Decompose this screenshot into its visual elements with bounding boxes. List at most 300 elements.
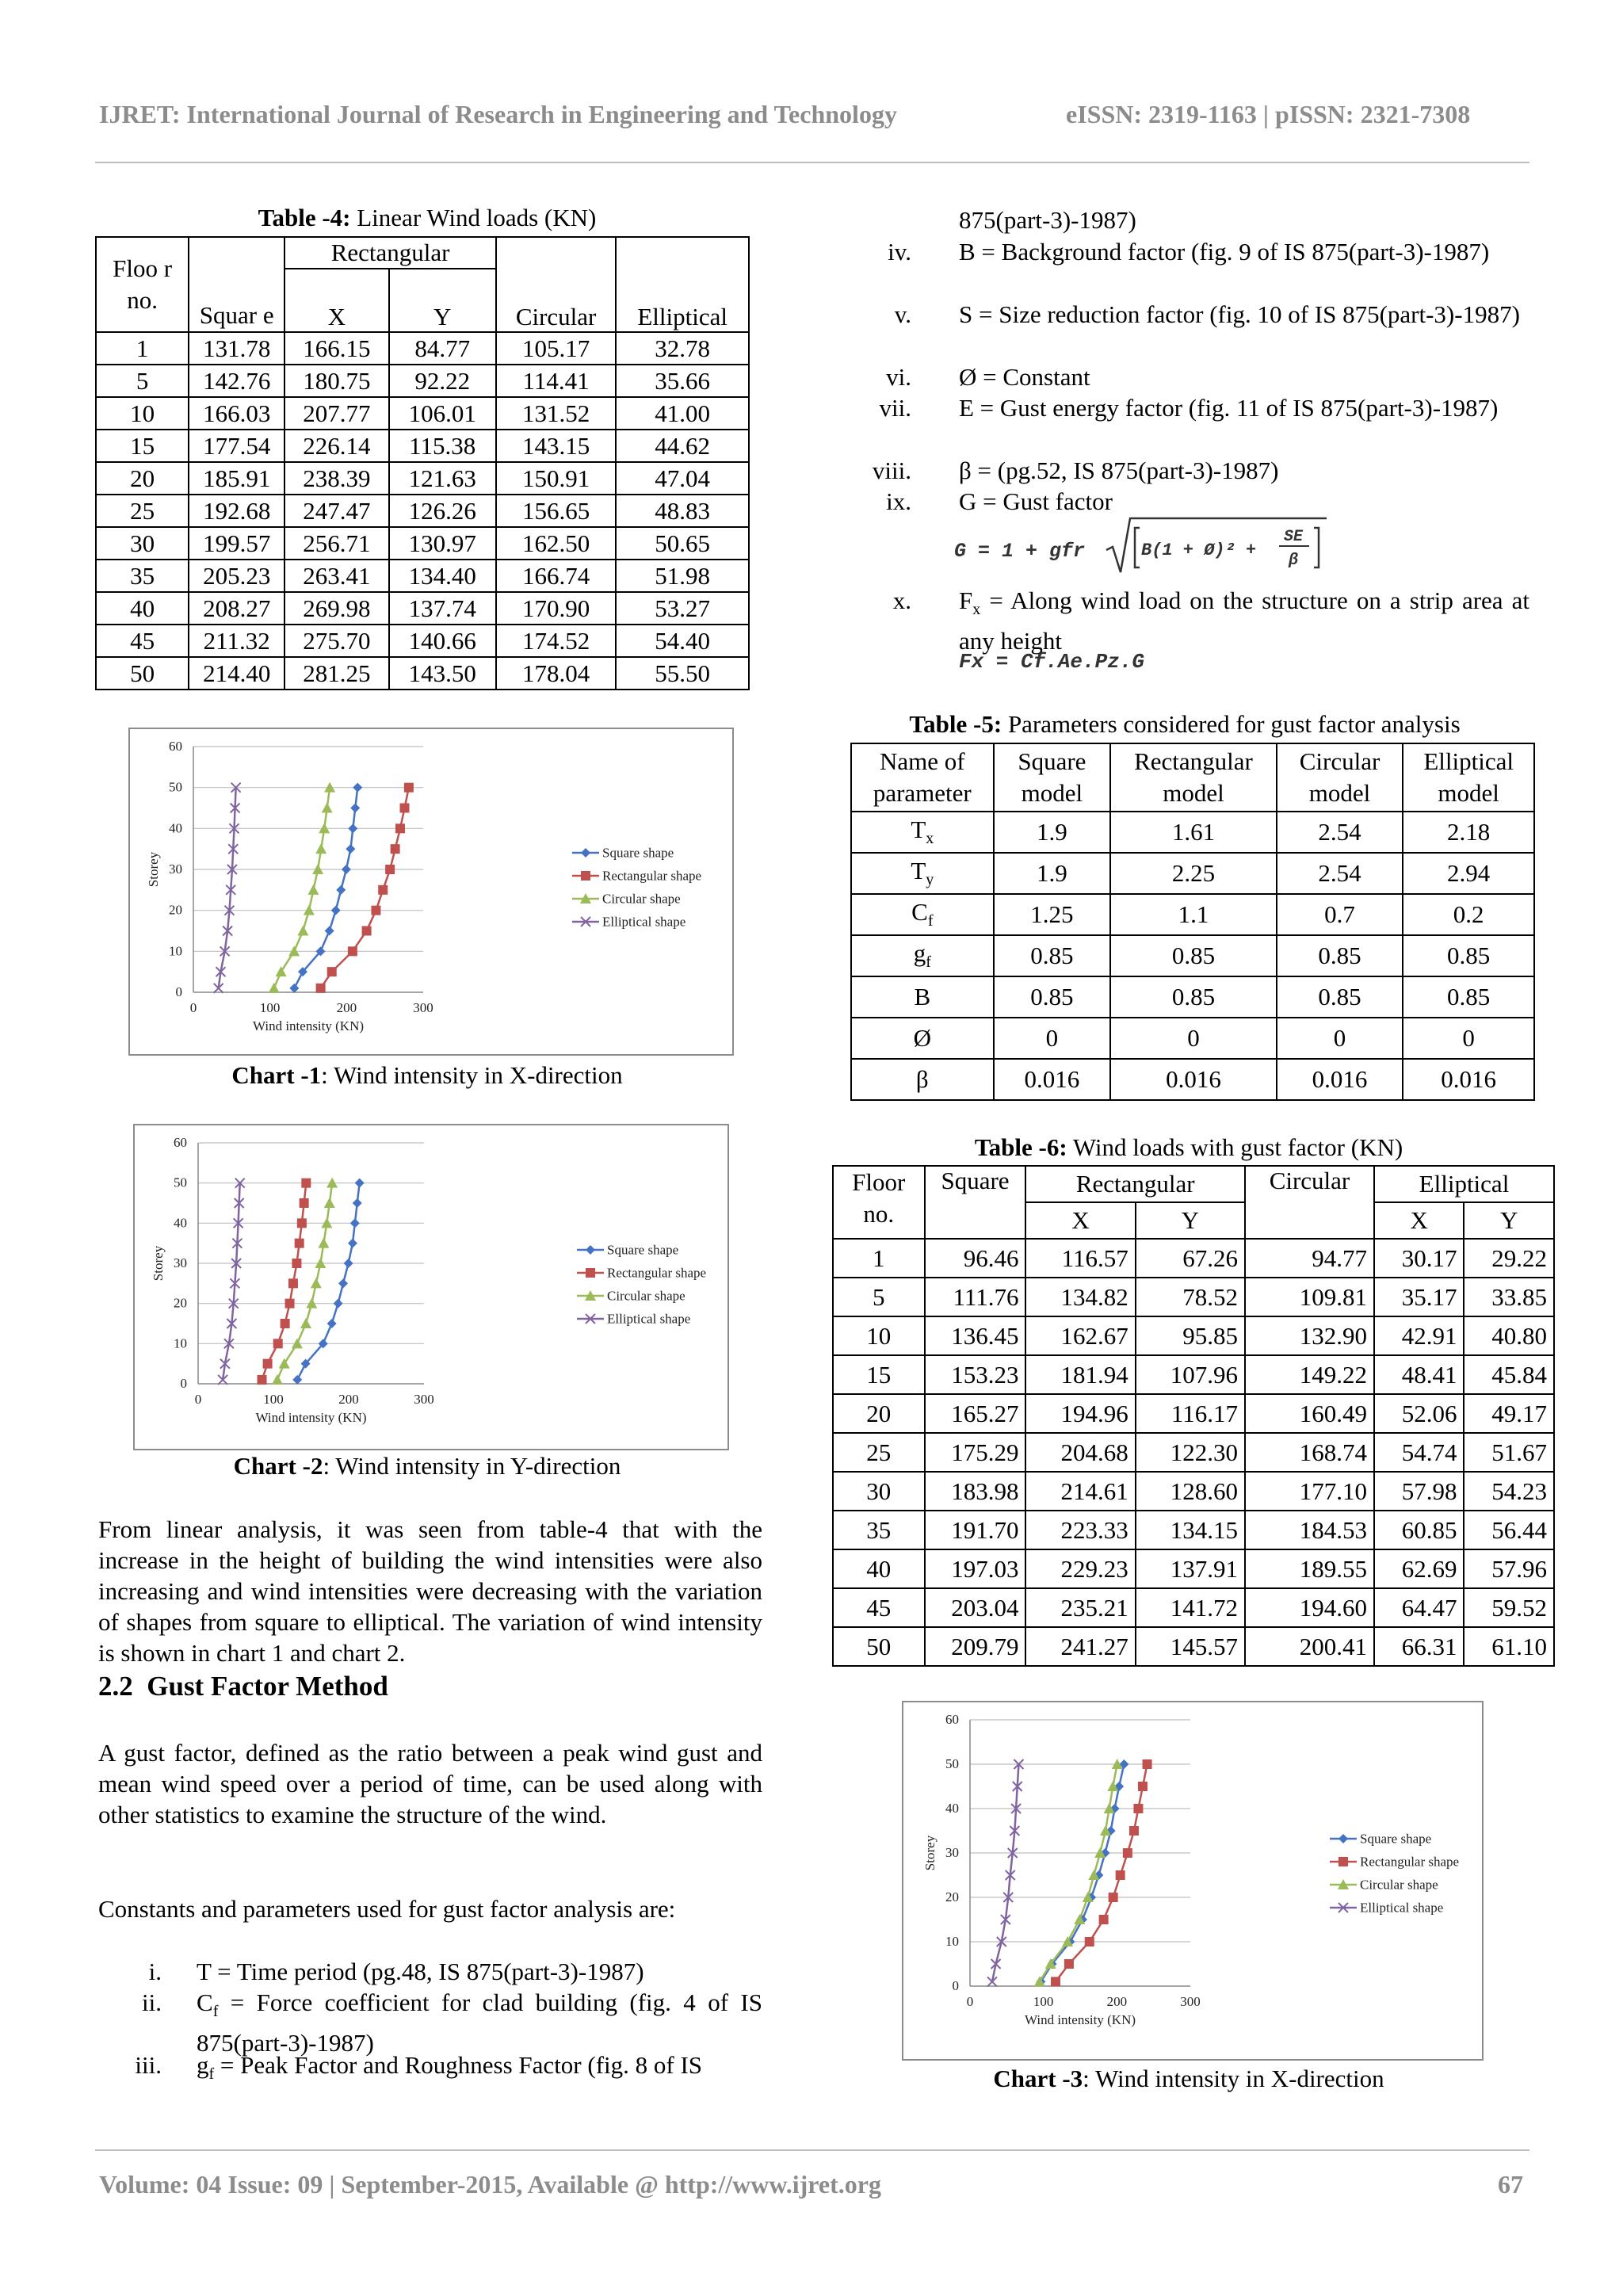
- series-elliptical-shape: [218, 1179, 245, 1385]
- table6-floor-cell: 35: [833, 1511, 925, 1549]
- data-point: [350, 1218, 360, 1228]
- section-heading: 2.2 Gust Factor Method: [98, 1671, 388, 1702]
- table6-value-cell: 29.22: [1464, 1239, 1554, 1278]
- journal-title: IJRET: International Journal of Research in Engineering and Technology: [99, 100, 897, 128]
- table4-row: [96, 560, 749, 592]
- table5-value-cell: 1.61: [1110, 812, 1277, 853]
- table4-value-cell: 32.78: [616, 332, 749, 365]
- table5-value-cell: 0.85: [1110, 976, 1277, 1018]
- table5-value-cell: 0.85: [994, 976, 1111, 1018]
- x-tick-label: 200: [336, 1000, 357, 1015]
- table4-row: [96, 592, 749, 625]
- y-tick-label: 60: [169, 739, 182, 754]
- table6-value-cell: 149.22: [1245, 1355, 1374, 1394]
- table6-floor-cell: 30: [833, 1472, 925, 1511]
- data-point: [353, 1198, 362, 1208]
- y-tick-label: 30: [945, 1845, 959, 1860]
- table4-floor-cell: 45: [96, 625, 189, 657]
- legend-label: Circular shape: [607, 1288, 685, 1304]
- x-axis-label: Wind intensity (KN): [1024, 2012, 1136, 2027]
- table5-value-cell: 0.016: [1277, 1059, 1403, 1100]
- table4-floor-cell: 5: [96, 365, 189, 397]
- table5-value-cell: 1.1: [1110, 894, 1277, 935]
- data-point: [315, 843, 327, 854]
- table6-value-cell: 61.10: [1464, 1627, 1554, 1666]
- legend-label: Rectangular shape: [602, 868, 702, 884]
- data-point: [263, 1359, 273, 1369]
- table4-value-cell: 226.14: [285, 430, 388, 462]
- table6-value-cell: 96.46: [925, 1239, 1026, 1278]
- table6-value-cell: 209.79: [925, 1627, 1026, 1666]
- table5-value-cell: 1.9: [994, 853, 1111, 894]
- y-tick-label: 40: [169, 820, 182, 836]
- data-point: [322, 803, 333, 813]
- table4-row: [96, 462, 749, 495]
- legend-item: [1330, 1878, 1438, 1893]
- table5-param-cell: Ø: [851, 1018, 994, 1059]
- table6-value-cell: 189.55: [1245, 1549, 1374, 1588]
- table6-value-cell: 35.17: [1374, 1278, 1464, 1316]
- data-point: [301, 1179, 311, 1188]
- table4-row: [96, 397, 749, 430]
- data-point: [1129, 1826, 1139, 1836]
- table4-header-square: Squar e: [189, 237, 285, 332]
- data-point: [378, 885, 388, 895]
- table5-value-cell: 0.016: [1110, 1059, 1277, 1100]
- x-tick-label: 0: [194, 1392, 202, 1407]
- table4-value-cell: 131.52: [496, 397, 616, 430]
- table4-value-cell: 48.83: [616, 495, 749, 527]
- table5-value-cell: 1.9: [994, 812, 1111, 853]
- data-point: [348, 946, 357, 956]
- y-tick-label: 50: [174, 1175, 187, 1190]
- table5-value-cell: 0.85: [1277, 976, 1403, 1018]
- table6-value-cell: 162.67: [1025, 1316, 1135, 1355]
- table6-value-cell: 134.82: [1025, 1278, 1135, 1316]
- series-line: [262, 1183, 307, 1380]
- table6-value-cell: 223.33: [1025, 1511, 1135, 1549]
- data-point: [1099, 1915, 1109, 1924]
- legend-marker: [1338, 1857, 1348, 1866]
- table6-value-cell: 107.96: [1136, 1355, 1245, 1394]
- data-point: [311, 1278, 322, 1288]
- table4-value-cell: 134.40: [389, 560, 496, 592]
- table6-row: [833, 1355, 1554, 1394]
- table6-header-floor: Floor no.: [833, 1166, 925, 1239]
- data-point: [336, 885, 346, 895]
- x-axis-label: Wind intensity (KN): [252, 1018, 365, 1033]
- constants-intro: Constants and parameters used for gust factor analysis are:: [98, 1895, 676, 1923]
- table4-value-cell: 35.66: [616, 365, 749, 397]
- table5-param-cell: B: [851, 976, 994, 1018]
- series-line: [321, 788, 409, 988]
- table4-row: [96, 430, 749, 462]
- table6-header-elliptical: Elliptical: [1374, 1166, 1554, 1202]
- table5-header-elliptical: Elliptical model: [1403, 743, 1534, 812]
- table5-value-cell: 0.2: [1403, 894, 1534, 935]
- table5-param-cell: $C_f$: [851, 894, 994, 935]
- table6-value-cell: 136.45: [925, 1316, 1026, 1355]
- y-tick-label: 50: [945, 1756, 959, 1771]
- x-tick-label: 300: [413, 1000, 433, 1015]
- table6-value-cell: 122.30: [1136, 1433, 1245, 1472]
- data-point: [385, 865, 395, 874]
- table6-value-cell: 141.72: [1136, 1588, 1245, 1627]
- series-line: [992, 1764, 1018, 1981]
- table5-value-cell: 0: [994, 1018, 1111, 1059]
- data-point: [404, 783, 414, 793]
- table4-value-cell: 47.04: [616, 462, 749, 495]
- x-tick-label: 0: [189, 1000, 197, 1015]
- table6-value-cell: 194.60: [1245, 1588, 1374, 1627]
- table4-value-cell: 41.00: [616, 397, 749, 430]
- table6-header-rectangular: Rectangular: [1025, 1166, 1245, 1202]
- formula-bracket-left-icon: [1135, 528, 1140, 567]
- table5-header-circular: Circular model: [1277, 743, 1403, 812]
- table4-header-circular: Circular: [496, 237, 616, 332]
- table4-value-cell: 180.75: [285, 365, 388, 397]
- data-point: [295, 1239, 304, 1248]
- series-elliptical-shape: [987, 1759, 1023, 1986]
- table5-param-cell: $T_x$: [851, 812, 994, 853]
- table4-value-cell: 192.68: [189, 495, 285, 527]
- data-point: [348, 823, 357, 833]
- table6-value-cell: 132.90: [1245, 1316, 1374, 1355]
- table4-floor-cell: 10: [96, 397, 189, 430]
- data-point: [338, 1278, 348, 1288]
- table6-value-cell: 137.91: [1136, 1549, 1245, 1588]
- y-tick-label: 20: [945, 1889, 959, 1904]
- table4-row: [96, 365, 749, 397]
- legend-item: [577, 1243, 678, 1258]
- table5-row: [851, 976, 1534, 1018]
- table6-value-cell: 109.81: [1245, 1278, 1374, 1316]
- data-point: [331, 906, 341, 915]
- data-point: [300, 1318, 311, 1328]
- table6-header-rect-x: X: [1025, 1202, 1135, 1239]
- table6-value-cell: 160.49: [1245, 1394, 1374, 1433]
- data-point: [276, 966, 287, 976]
- table4-value-cell: 105.17: [496, 332, 616, 365]
- table4-header-rectangular: Rectangular: [285, 237, 496, 269]
- chart2-caption: Chart -2: Wind intensity in Y-direction: [233, 1452, 621, 1480]
- table6-value-cell: 48.41: [1374, 1355, 1464, 1394]
- data-point: [288, 1278, 298, 1288]
- legend-label: Elliptical shape: [602, 914, 686, 930]
- table4-value-cell: 263.41: [285, 560, 388, 592]
- table4-value-cell: 247.47: [285, 495, 388, 527]
- legend-label: Square shape: [602, 845, 674, 861]
- table6-row: [833, 1239, 1554, 1278]
- series-circular-shape: [1034, 1759, 1123, 1986]
- table6-value-cell: 95.85: [1136, 1316, 1245, 1355]
- table4-header-floor: Floo r no.: [96, 237, 189, 332]
- x-tick-label: 100: [1033, 1994, 1054, 2009]
- legend-item: [1330, 1832, 1431, 1847]
- data-point: [1109, 1893, 1118, 1902]
- table6-value-cell: 78.52: [1136, 1278, 1245, 1316]
- table6-value-cell: 54.74: [1374, 1433, 1464, 1472]
- data-point: [395, 823, 405, 833]
- table6-value-cell: 165.27: [925, 1394, 1026, 1433]
- legend-marker: [1338, 1834, 1348, 1843]
- table5-value-cell: 0.7: [1277, 894, 1403, 935]
- table4-value-cell: 166.15: [285, 332, 388, 365]
- chart3: [903, 1702, 1482, 2059]
- table4-value-cell: 140.66: [389, 625, 496, 657]
- table4-value-cell: 185.91: [189, 462, 285, 495]
- table5-param-cell: $T_y$: [851, 853, 994, 894]
- y-tick-label: 10: [945, 1934, 959, 1949]
- table5-value-cell: 0.016: [1403, 1059, 1534, 1100]
- table6-floor-cell: 1: [833, 1239, 925, 1278]
- y-tick-label: 10: [174, 1335, 187, 1351]
- gust-factor-paragraph: A gust factor, defined as the ratio between a peak wind gust and mean wind speed over a period of time, can be used along with other statistics to examine the structure of the wind.: [98, 1739, 762, 1828]
- table4-value-cell: 208.27: [189, 592, 285, 625]
- data-point: [1143, 1759, 1152, 1769]
- series-square-shape: [1036, 1759, 1128, 1986]
- table6-value-cell: 52.06: [1374, 1394, 1464, 1433]
- table5-value-cell: 1.25: [994, 894, 1111, 935]
- series-line: [1056, 1764, 1148, 1981]
- data-point: [327, 967, 337, 976]
- data-point: [297, 926, 308, 936]
- table5-value-cell: 0.016: [994, 1059, 1111, 1100]
- data-point: [1051, 1977, 1060, 1986]
- gust-factor-formula: [951, 515, 1331, 579]
- data-point: [350, 804, 360, 813]
- formula-numerator: SE: [1283, 528, 1304, 546]
- table4-value-cell: 238.39: [285, 462, 388, 495]
- formula-lhs: G = 1 + gfr: [954, 540, 1086, 563]
- data-point: [269, 983, 280, 993]
- table6-value-cell: 49.17: [1464, 1394, 1554, 1433]
- legend-label: Circular shape: [1360, 1877, 1438, 1893]
- table6-value-cell: 191.70: [925, 1511, 1026, 1549]
- table5-value-cell: 0.85: [994, 935, 1111, 976]
- table4-value-cell: 256.71: [285, 527, 388, 560]
- legend-item: [1330, 1855, 1459, 1870]
- y-tick-label: 0: [952, 1978, 959, 1993]
- data-point: [292, 1375, 302, 1385]
- table4-value-cell: 199.57: [189, 527, 285, 560]
- y-tick-label: 0: [180, 1376, 187, 1391]
- table6-value-cell: 235.21: [1025, 1588, 1135, 1627]
- table5-header-rectangular: Rectangular model: [1110, 743, 1277, 812]
- data-point: [325, 926, 334, 936]
- table4-value-cell: 51.98: [616, 560, 749, 592]
- issn: eISSN: 2319-1163 | pISSN: 2321-7308: [1066, 100, 1471, 128]
- y-tick-label: 20: [169, 902, 182, 918]
- table5-value-cell: 2.54: [1277, 853, 1403, 894]
- y-tick-label: 30: [174, 1255, 187, 1270]
- table6-value-cell: 177.10: [1245, 1472, 1374, 1511]
- table6-value-cell: 168.74: [1245, 1433, 1374, 1472]
- table4-value-cell: 55.50: [616, 657, 749, 690]
- table5-header-square: Square model: [994, 743, 1111, 812]
- table4-value-cell: 115.38: [389, 430, 496, 462]
- series-elliptical-shape: [214, 783, 241, 993]
- table4-value-cell: 54.40: [616, 625, 749, 657]
- y-tick-label: 40: [174, 1215, 187, 1231]
- table6-value-cell: 241.27: [1025, 1627, 1135, 1666]
- table6-value-cell: 200.41: [1245, 1627, 1374, 1666]
- table6-header-ell-y: Y: [1464, 1202, 1554, 1239]
- table6-value-cell: 116.57: [1025, 1239, 1135, 1278]
- table6-value-cell: 203.04: [925, 1588, 1026, 1627]
- table4-value-cell: 166.74: [496, 560, 616, 592]
- y-tick-label: 50: [169, 779, 182, 795]
- series-line: [1040, 1764, 1117, 1981]
- table6-value-cell: 204.68: [1025, 1433, 1135, 1472]
- table6-value-cell: 30.17: [1374, 1239, 1464, 1278]
- legend-item: [577, 1312, 690, 1327]
- data-point: [285, 1299, 295, 1308]
- table4-row: [96, 625, 749, 657]
- table4-floor-cell: 30: [96, 527, 189, 560]
- x-axis-label: Wind intensity (KN): [255, 1410, 367, 1425]
- series-rectangular-shape: [258, 1179, 311, 1385]
- table6-value-cell: 67.26: [1136, 1239, 1245, 1278]
- table6-value-cell: 56.44: [1464, 1511, 1554, 1549]
- chart3-frame: [902, 1701, 1484, 2061]
- legend-label: Circular shape: [602, 891, 681, 907]
- data-point: [327, 1319, 337, 1328]
- data-point: [324, 1198, 335, 1208]
- chart1: [130, 729, 732, 1054]
- table6-value-cell: 134.15: [1136, 1511, 1245, 1549]
- table6-floor-cell: 20: [833, 1394, 925, 1433]
- table6-value-cell: 42.91: [1374, 1316, 1464, 1355]
- header-rule: [95, 162, 1529, 163]
- data-point: [300, 1198, 309, 1208]
- table4-value-cell: 53.27: [616, 592, 749, 625]
- y-tick-label: 60: [174, 1135, 187, 1150]
- table4-floor-cell: 20: [96, 462, 189, 495]
- footer-rule: [95, 2149, 1529, 2151]
- along-wind-formula: Fx = Cf.Ae.Pz.G: [959, 650, 1145, 674]
- table6-value-cell: 40.80: [1464, 1316, 1554, 1355]
- legend-label: Rectangular shape: [1360, 1854, 1460, 1870]
- series-rectangular-shape: [316, 783, 414, 993]
- series-circular-shape: [272, 1178, 338, 1385]
- legend-label: Square shape: [607, 1242, 679, 1258]
- chart1-frame: [128, 728, 734, 1056]
- data-point: [391, 844, 400, 854]
- legend-marker: [581, 848, 590, 858]
- table4-value-cell: 178.04: [496, 657, 616, 690]
- table6-row: [833, 1627, 1554, 1666]
- table4-value-cell: 156.65: [496, 495, 616, 527]
- series-circular-shape: [269, 782, 335, 993]
- legend-label: Rectangular shape: [607, 1265, 707, 1281]
- data-point: [281, 1319, 290, 1328]
- table4-value-cell: 205.23: [189, 560, 285, 592]
- legend-marker: [586, 1268, 595, 1278]
- table4-value-cell: 214.40: [189, 657, 285, 690]
- table4-caption: Table -4: Linear Wind loads (KN): [258, 204, 597, 231]
- data-point: [297, 1218, 307, 1228]
- data-point: [1064, 1959, 1074, 1969]
- page-number: 67: [1498, 2170, 1523, 2199]
- table4-floor-cell: 1: [96, 332, 189, 365]
- table6-value-cell: 184.53: [1245, 1511, 1374, 1549]
- chart1-caption: Chart -1: Wind intensity in X-direction: [231, 1061, 623, 1089]
- table6-row: [833, 1472, 1554, 1511]
- table5-value-cell: 0.85: [1403, 976, 1534, 1018]
- table4-floor-cell: 15: [96, 430, 189, 462]
- legend-item: [572, 915, 685, 930]
- x-tick-label: 300: [414, 1392, 434, 1407]
- table4-value-cell: 114.41: [496, 365, 616, 397]
- table6-floor-cell: 45: [833, 1588, 925, 1627]
- table4-row: [96, 332, 749, 365]
- data-point: [1085, 1937, 1094, 1946]
- table4-header-elliptical: Elliptical: [616, 237, 749, 332]
- data-point: [1116, 1870, 1125, 1880]
- table6: [832, 1165, 1555, 1667]
- data-point: [400, 804, 410, 813]
- table6-floor-cell: 10: [833, 1316, 925, 1355]
- legend-item: [572, 869, 701, 884]
- data-point: [334, 1299, 343, 1308]
- table6-value-cell: 153.23: [925, 1355, 1026, 1394]
- table6-value-cell: 111.76: [925, 1278, 1026, 1316]
- table4-value-cell: 166.03: [189, 397, 285, 430]
- table4-value-cell: 84.77: [389, 332, 496, 365]
- table5-row: [851, 935, 1534, 976]
- data-point: [1133, 1804, 1143, 1813]
- table4-row: [96, 657, 749, 690]
- table4-floor-cell: 35: [96, 560, 189, 592]
- table5-value-cell: 0: [1110, 1018, 1277, 1059]
- table6-row: [833, 1549, 1554, 1588]
- table5-value-cell: 0: [1403, 1018, 1534, 1059]
- data-point: [355, 1179, 365, 1188]
- legend-item: [577, 1289, 685, 1304]
- table4-floor-cell: 50: [96, 657, 189, 690]
- data-point: [344, 1259, 353, 1268]
- data-point: [316, 984, 326, 993]
- legend-label: Elliptical shape: [607, 1311, 691, 1327]
- y-axis-label: Storey: [146, 851, 161, 888]
- table6-header-square: Square: [925, 1166, 1026, 1239]
- data-point: [346, 844, 355, 854]
- table6-value-cell: 181.94: [1025, 1355, 1135, 1394]
- table4-value-cell: 137.74: [389, 592, 496, 625]
- table6-value-cell: 116.17: [1136, 1394, 1245, 1433]
- table6-floor-cell: 5: [833, 1278, 925, 1316]
- table4-value-cell: 130.97: [389, 527, 496, 560]
- table6-floor-cell: 50: [833, 1627, 925, 1666]
- table5-value-cell: 2.18: [1403, 812, 1534, 853]
- table4-row: [96, 527, 749, 560]
- data-point: [273, 1339, 283, 1348]
- table4: [95, 236, 750, 690]
- x-tick-label: 200: [338, 1392, 359, 1407]
- table6-floor-cell: 40: [833, 1549, 925, 1588]
- table5-value-cell: 2.54: [1277, 812, 1403, 853]
- x-tick-label: 100: [263, 1392, 284, 1407]
- data-point: [289, 984, 299, 993]
- data-point: [371, 906, 380, 915]
- table5-row: [851, 894, 1534, 935]
- table5-param-cell: $g_f$: [851, 935, 994, 976]
- table6-row: [833, 1588, 1554, 1627]
- table6-header-ell-x: X: [1374, 1202, 1464, 1239]
- chart2-frame: [133, 1124, 729, 1450]
- formula-inner: B(1 + Ø)² +: [1141, 541, 1257, 560]
